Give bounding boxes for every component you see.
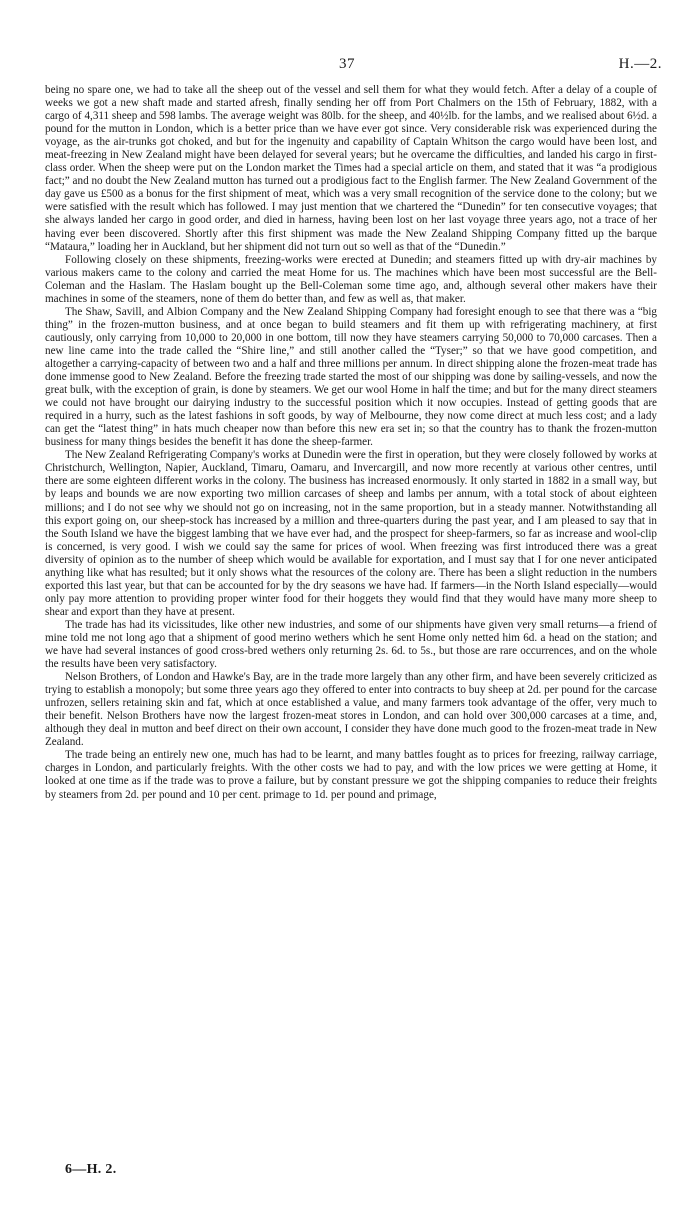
page-number: 37 — [339, 56, 355, 72]
paragraph: being no spare one, we had to take all the sheep out of the vessel and sell them for what they would fetch. After a delay of a couple of weeks we got a new shaft made and started afresh, finally sending her off from Port Chalmers on the 15th of February, 1882, with a cargo of 4,311 sheep and 598 lambs. The average weight was 80lb. for the sheep, and 40½lb. for the lambs, and we realised about 6½d. a pound for the mutton in London, which is a better price than we have ever got since. Very considerable risk was experienced during the voyage, as the air-trunks got choked, and but for the ingenuity and capability of Captain Whitson the cargo would have been lost, and meat-freezing in New Zealand might have been delayed for several years; but he overcame the difficulties, and landed his cargo in first-class order. When the sheep were put on the London market the Times had a special article on them, and stated that it was “a prodigious fact;” and no doubt the New Zealand mutton has turned out a prodigious fact to the English farmer. The New Zealand Government of the day gave us £500 as a bonus for the first shipment of meat, which was a very small recognition of the service done to the colony; but we were satisfied with the result which has followed. I may just mention that we chartered the “Dunedin” for ten consecutive voyages; that she always landed her cargo in good order, and died in harness, having been lost on her last voyage three years ago, not a trace of her having ever been discovered. Shortly after this first shipment was made the New Zealand Shipping Company fitted up the barque “Mataura,” loading her in Auckland, but her shipment did not turn out so well as that of the “Dunedin.” — [45, 84, 657, 253]
paragraph: Nelson Brothers, of London and Hawke's Bay, are in the trade more largely than any other firm, and have been severely criticized as trying to establish a monopoly; but some three years ago they offered to enter into contracts to buy sheep at 2d. per pound for the carcase unfrozen, sellers retaining skin and fat, which at once established a value, and many farmers took advantage of the offer, very much to their benefit. Nelson Brothers have now the largest frozen-meat stores in London, and can hold over 300,000 carcases at a time, and, although they deal in mutton and beef direct on their own account, I consider they have done much good to the frozen-meat trade in New Zealand. — [45, 671, 657, 749]
body-text — [45, 84, 657, 802]
paragraph: The trade being an entirely new one, much has had to be learnt, and many battles fought as to prices for freezing, railway carriage, charges in London, and particularly freights. With the other costs we had to pay, and with the low prices we were getting at Home, it looked at one time as if the trade was to prove a failure, but by constant pressure we got the shipping companies to reduce their freights by steamers from 2d. per pound and 10 per cent. primage to 1d. per pound and primage, — [45, 749, 657, 801]
paragraph: The Shaw, Savill, and Albion Company and the New Zealand Shipping Company had foresight enough to see that there was a “big thing” in the frozen-mutton business, and at once began to build steamers and fit them up with refrigerating machinery, at first cautiously, only carrying from 10,000 to 20,000 in one bottom, till now they have steamers carrying 50,000 to 70,000 carcases. Then a new line came into the trade called the “Shire line,” and still another called the “Tyser;” so that we have good competition, and altogether a carrying-capacity of between two and a half and three millions per annum. In direct shipping alone the frozen-meat trade has done immense good to New Zealand. Before the freezing trade started the most of our shipping was done by sailing-vessels, and now the great bulk, with the exception of grain, is done by steamers. We get our wool Home in half the time; and but for the many direct steamers we could not have brought our dairying industry to the successful position which it now occupies. Instead of getting goods that are required in a hurry, such as the latest fashions in soft goods, by way of Melbourne, they now come direct at much less cost; and a lady can get the “latest thing” in hats much cheaper now than before this new era set in; so that the country has to thank the frozen-mutton business for many things besides the benefit it has done the sheep-farmer. — [45, 305, 657, 449]
page-header — [0, 56, 700, 76]
paragraph: Following closely on these shipments, freezing-works were erected at Dunedin; and steamers fitted up with dry-air machines by various makers came to the colony and carried the meat Home for us. The machines which have been most successful are the Bell-Coleman and the Haslam. The Haslam bought up the Bell-Coleman some time ago, and, although several other makers have their machines in some of the steamers, none of them do better than, and few as well as, that maker. — [45, 253, 657, 305]
paragraph: The trade has had its vicissitudes, like other new industries, and some of our shipments have given very small returns—a friend of mine told me not long ago that a shipment of good merino wethers which he sent Home only netted him 6d. a head on the station; and we have had several instances of good cross-bred wethers only returning 2s. 6d. to 5s., but those are rare occurrences, and on the whole the results have been very satisfactory. — [45, 618, 657, 671]
paragraph: The New Zealand Refrigerating Company's works at Dunedin were the first in operation, but they were closely followed by works at Christchurch, Wellington, Napier, Auckland, Timaru, Oamaru, and Invercargill, and now more recently at various other centres, until there are some eighteen different works in the colony. The business has increased enormously. It only started in 1882 in a small way, but by leaps and bounds we are now exporting two million carcases of sheep and lambs per annum, with a total stock of about eighteen millions; and I do not see why we should not go on increasing, not in the same proportion, but in a steady manner. Notwithstanding all this export going on, our sheep-stock has increased by a million and three-quarters during the past year, and I am pleased to say that in the South Island we have the biggest lambing that we have ever had, and the prospect for sheep-farmers, so far as increase and wool-clip is concerned, is very good. I wish we could say the same for prices of wool. When freezing was first introduced there was a great diversity of opinion as to the number of sheep which would be available for exportation, and I must say that I for one never anticipated anything like what has resulted; but it only shows what the resources of the colony are. There has been a slight reduction in the numbers exported this last year, but that can be accounted for by the dry seasons we have had. If farmers—in the North Island especially—would only pay more attention to providing proper winter food for their hoggets they would find that they would have many more sheep to shear and export than they have at present. — [45, 449, 657, 618]
document-reference: H.—2. — [618, 56, 662, 72]
sheet-signature: 6—H. 2. — [65, 1162, 117, 1177]
